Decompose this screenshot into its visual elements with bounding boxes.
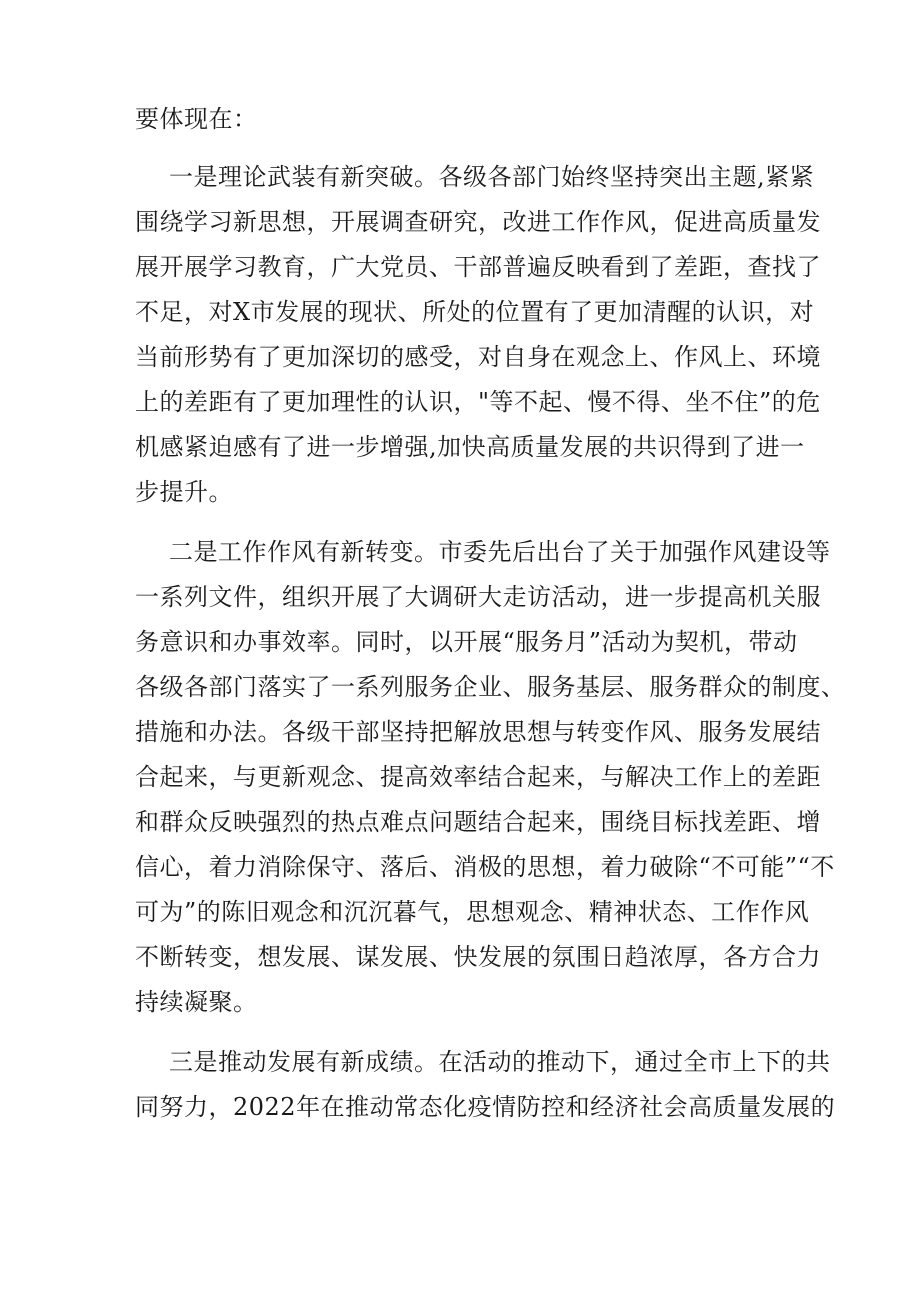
paragraph-1-line: 围绕学习新思想，开展调查研究，改进工作作风，促进高质量发: [135, 208, 821, 236]
paragraph-2-line: 信心，着力消除保守、落后、消极的思想，着力破除“不可能”“不: [135, 853, 835, 881]
paragraph-3-line: 三是推动发展有新成绩。在活动的推动下，通过全市上下的共: [169, 1048, 831, 1076]
paragraph-1-line: 不足，对X市发展的现状、所处的位置有了更加清醒的认识，对: [135, 298, 815, 326]
paragraph-2-line: 一系列文件，组织开展了大调研大走访活动，进一步提高机关服: [135, 583, 821, 611]
paragraph-2-line: 不断转变，想发展、谋发展、快发展的氛围日趋浓厚，各方合力: [135, 943, 821, 971]
text-line: 要体现在：: [135, 105, 258, 133]
paragraph-1-line: 上的差距有了更加理性的认识，"等不起、慢不得、坐不住”的危: [135, 388, 821, 416]
paragraph-2-line: 和群众反映强烈的热点难点问题结合起来，围绕目标找差距、增: [135, 808, 821, 836]
paragraph-1-line: 当前形势有了更加深切的感受，对自身在观念上、作风上、环境: [135, 343, 821, 371]
paragraph-2-line: 持续凝聚。: [135, 988, 258, 1016]
paragraph-2-line: 二是工作作风有新转变。市委先后出台了关于加强作风建设等: [169, 538, 831, 566]
paragraph-2-line: 各级各部门落实了一系列服务企业、服务基层、服务群众的制度、: [135, 673, 846, 701]
paragraph-1-line: 一是理论武装有新突破。各级各部门始终坚持突出主题,紧紧: [169, 163, 815, 191]
paragraph-1-line: 展开展学习教育，广大党员、干部普遍反映看到了差距，查找了: [135, 253, 821, 281]
paragraph-2-line: 措施和办法。各级干部坚持把解放思想与转变作风、服务发展结: [135, 718, 821, 746]
paragraph-1-line: 步提升。: [135, 478, 233, 506]
paragraph-2-line: 合起来，与更新观念、提高效率结合起来，与解决工作上的差距: [135, 763, 821, 791]
paragraph-3-line: 同努力，2022年在推动常态化疫情防控和经济社会高质量发展的: [135, 1093, 836, 1121]
paragraph-2-line: 务意识和办事效率。同时，以开展“服务月”活动为契机，带动: [135, 628, 798, 656]
paragraph-2-line: 可为”的陈旧观念和沉沉暮气，思想观念、精神状态、工作作风: [135, 898, 810, 926]
paragraph-1-line: 机感紧迫感有了进一步增强,加快高质量发展的共识得到了进一: [135, 433, 805, 461]
